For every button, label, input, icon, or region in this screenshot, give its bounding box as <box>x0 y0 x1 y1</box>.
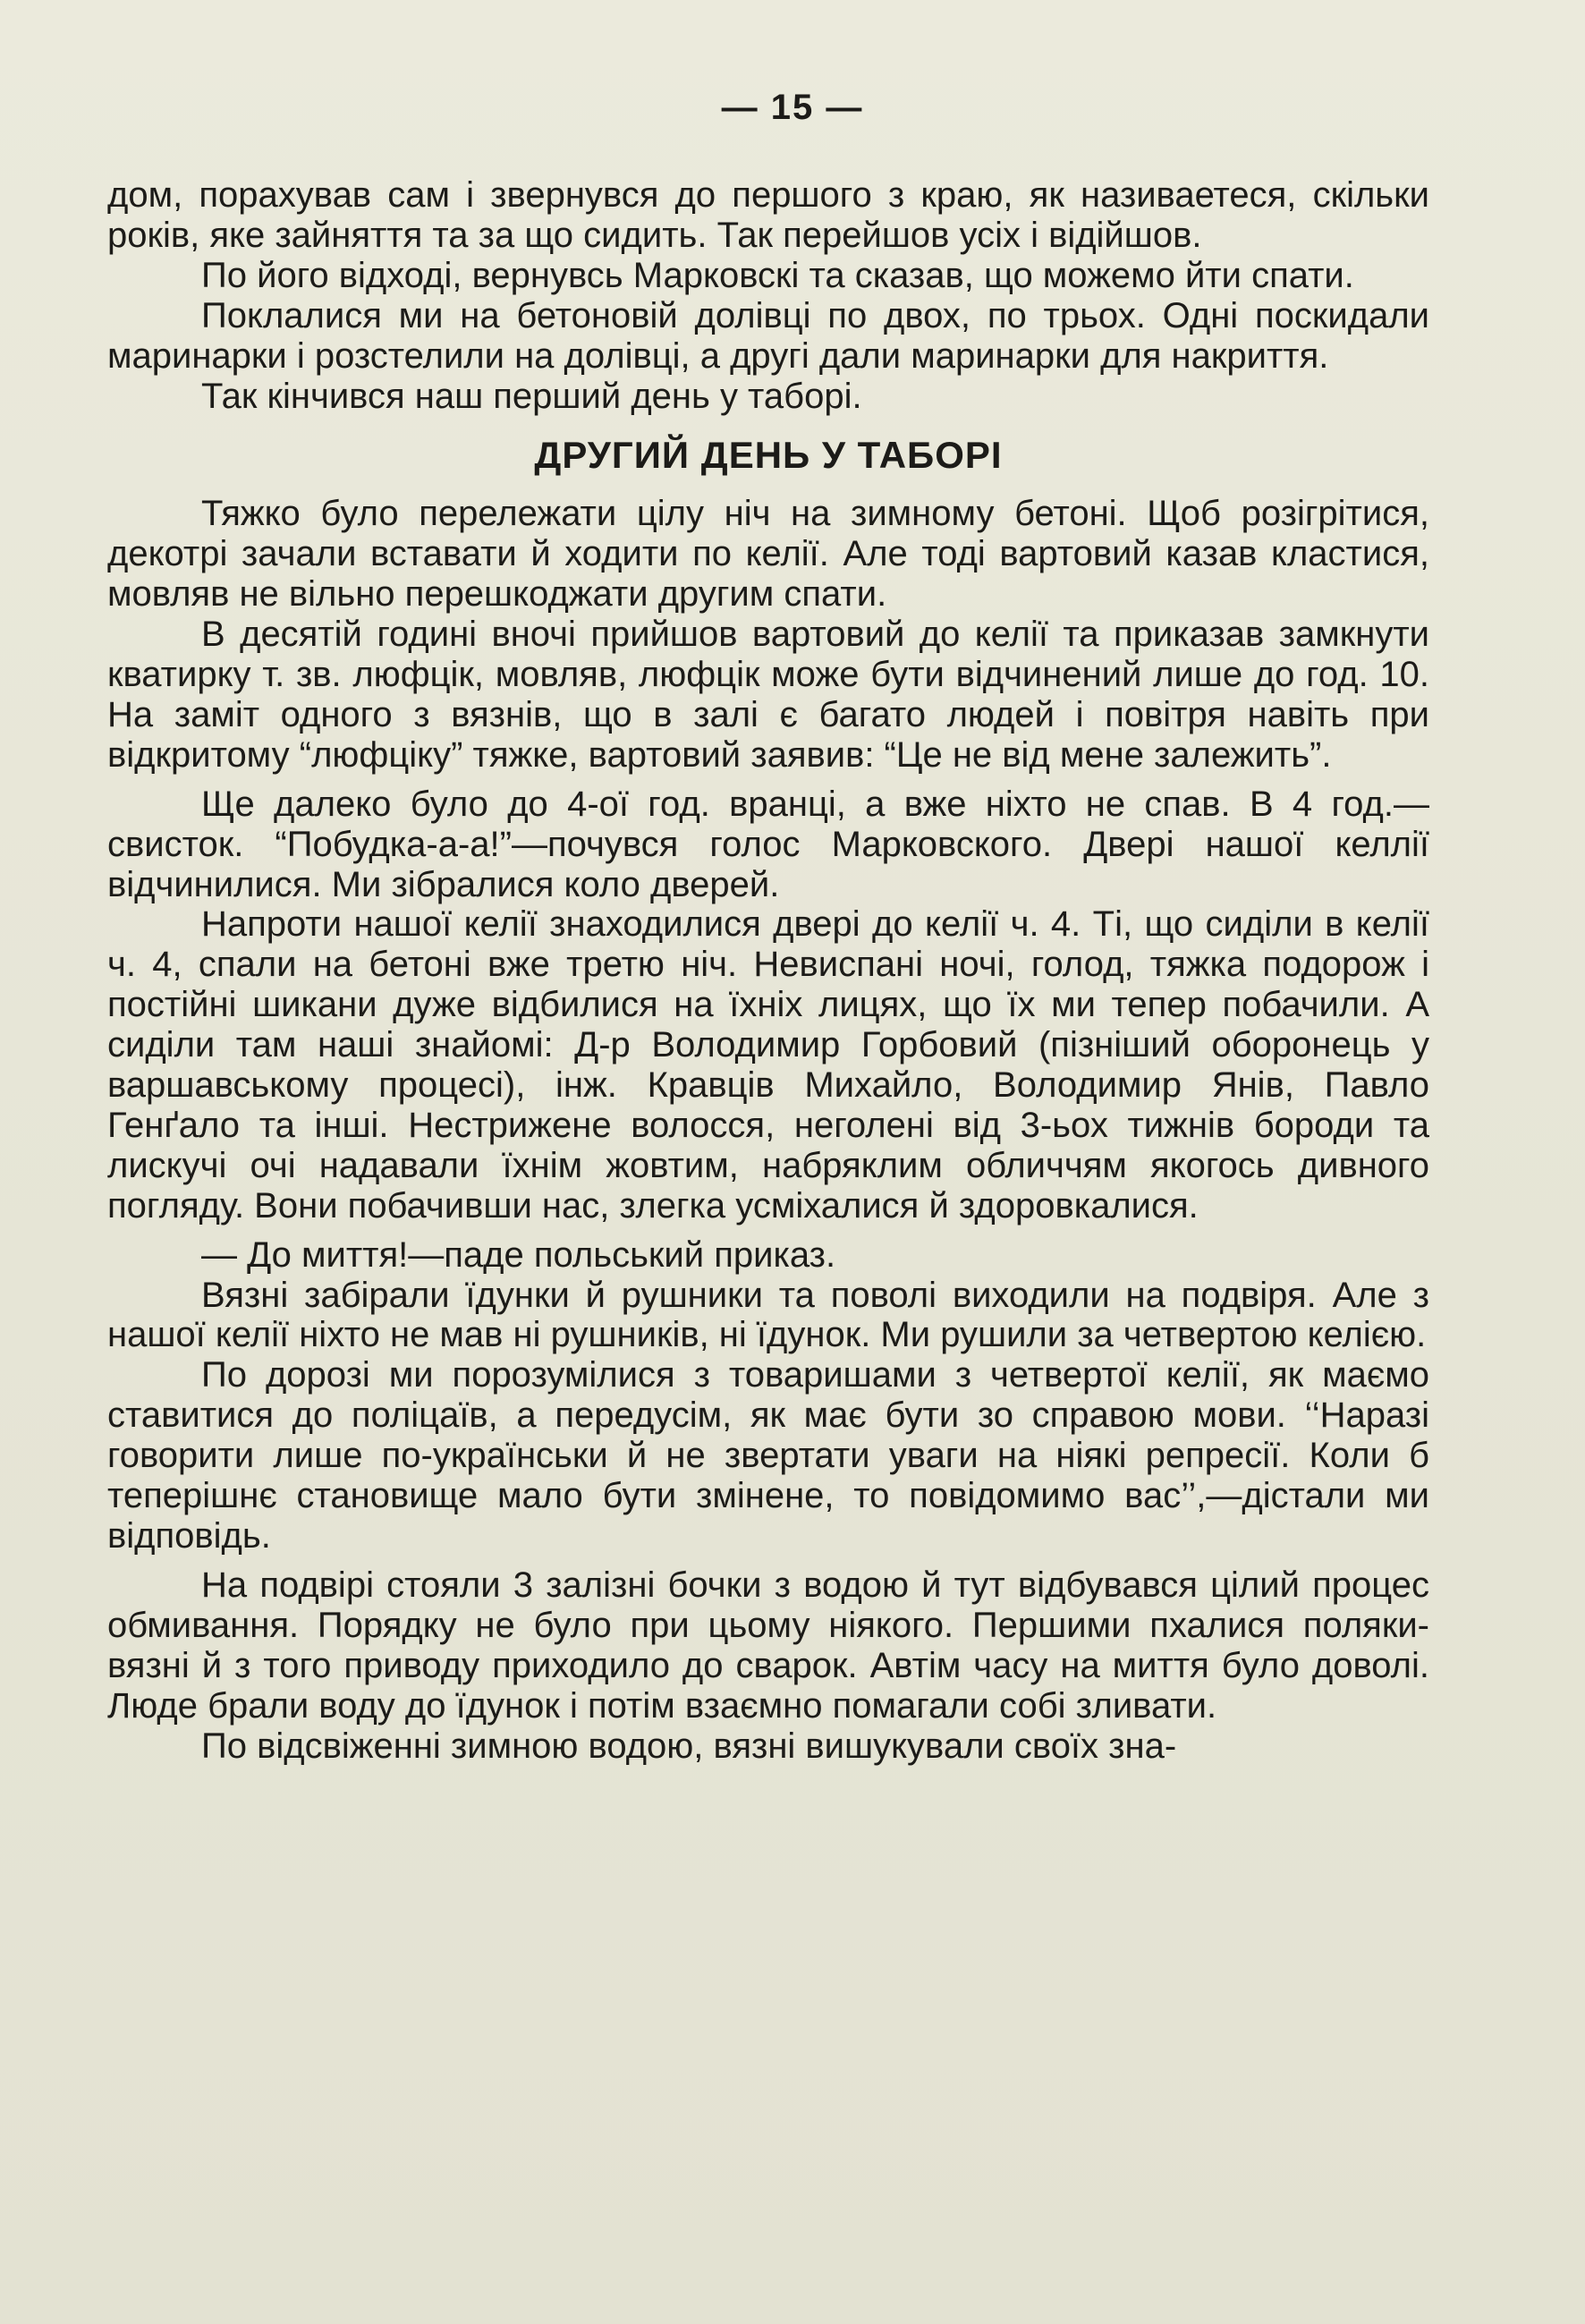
paragraph: дом, порахував сам і звернувся до першого з краю, як називаетеся, скільки років, яке зайняття та за що сидить. Так перейшов усіх і відійшов. <box>107 175 1429 255</box>
paragraph: Поклалися ми на бетоновій долівці по двох, по трьох. Одні поскидали маринарки і розстелили на долівці, а другі дали маринарки для накриття. <box>107 295 1429 376</box>
paragraph: По дорозі ми порозумілися з товаришами з четвертої келії, як маємо ставитися до поліцаїв, а передусім, як має бути зо справою мови. ‘‘Наразі говорити лише по-українськи й не звертати уваги на ніякі репресії. Коли б теперішнє становище мало бути змінене, то повідомимо вас’’,—дістали ми відповідь. <box>107 1355 1429 1556</box>
paragraph: Так кінчився наш перший день у таборі. <box>201 376 862 416</box>
page-number: — 15 — <box>721 88 864 127</box>
paragraph: По відсвіженні зимною водою, вязні вишукували своїх зна- <box>201 1726 1177 1766</box>
paragraph: Ще далеко було до 4-ої год. вранці, а вже ніхто не спав. В 4 год.—свисток. “Побудка-а-а!”—почувся голос Марковского. Двері нашої келлії відчинилися. Ми зібралися коло дверей. <box>107 784 1429 904</box>
body-text <box>107 175 1429 1766</box>
paragraph: На подвірі стояли 3 залізні бочки з водою й тут відбувався цілий процес обмивання. Порядку не було при цьому ніякого. Першими пхалися поляки-вязні й з того приводу приходило до сварок. Автім часу на миття було доволі. Люде брали воду до їдунок і потім взаємно помагали собі зливати. <box>107 1565 1429 1726</box>
paragraph: Тяжко було перележати цілу ніч на зимному бетоні. Щоб розігрітися, декотрі зачали вставати й ходити по келії. Але тоді вартовий казав кластися, мовляв не вільно перешкоджати другим спати. <box>107 494 1429 615</box>
paragraph: В десятій годині вночі прийшов вартовий до келії та приказав замкнути кватирку т. зв. люфцік, мовляв, люфцік може бути відчинений лише до год. 10. На заміт одного з вязнів, що в залі є багато людей і повітря навіть при відкритому “люфціку” тяжке, вартовий заявив: “Це не від мене залежить”. <box>107 615 1429 775</box>
paragraph: Напроти нашої келії знаходилися двері до келії ч. 4. Ті, що сиділи в келії ч. 4, спали на бетоні вже третю ніч. Невиспані ночі, голод, тяжка подорож і постійні шикани дуже відбилися на їхніх лицях, що їх ми тепер побачили. А сиділи там наші знайомі: Д-р Володимир Горбовий (пізніший оборонець у варшавському процесі), інж. Кравців Михайло, Володимир Янів, Павло Генґало та інші. Нестрижене волосся, неголені від 3-ьох тижнів бороди та лискучі очі надавали їхнім жовтим, набряклим обличчям якогось дивного погляду. Вони побачивши нас, злегка усміхалися й здоровкалися. <box>107 904 1429 1226</box>
paragraph: По його відході, вернувсь Марковскі та сказав, що можемо йти спати. <box>201 255 1354 295</box>
paragraph: Вязні забірали їдунки й рушники та поволі виходили на подвіря. Але з нашої келії ніхто не мав ні рушників, ні їдунок. Ми рушили за четвертою келією. <box>107 1275 1429 1355</box>
section-heading: ДРУГИЙ ДЕНЬ У ТАБОРІ <box>534 434 1003 477</box>
paragraph: — До миття!—паде польський приказ. <box>201 1234 836 1275</box>
